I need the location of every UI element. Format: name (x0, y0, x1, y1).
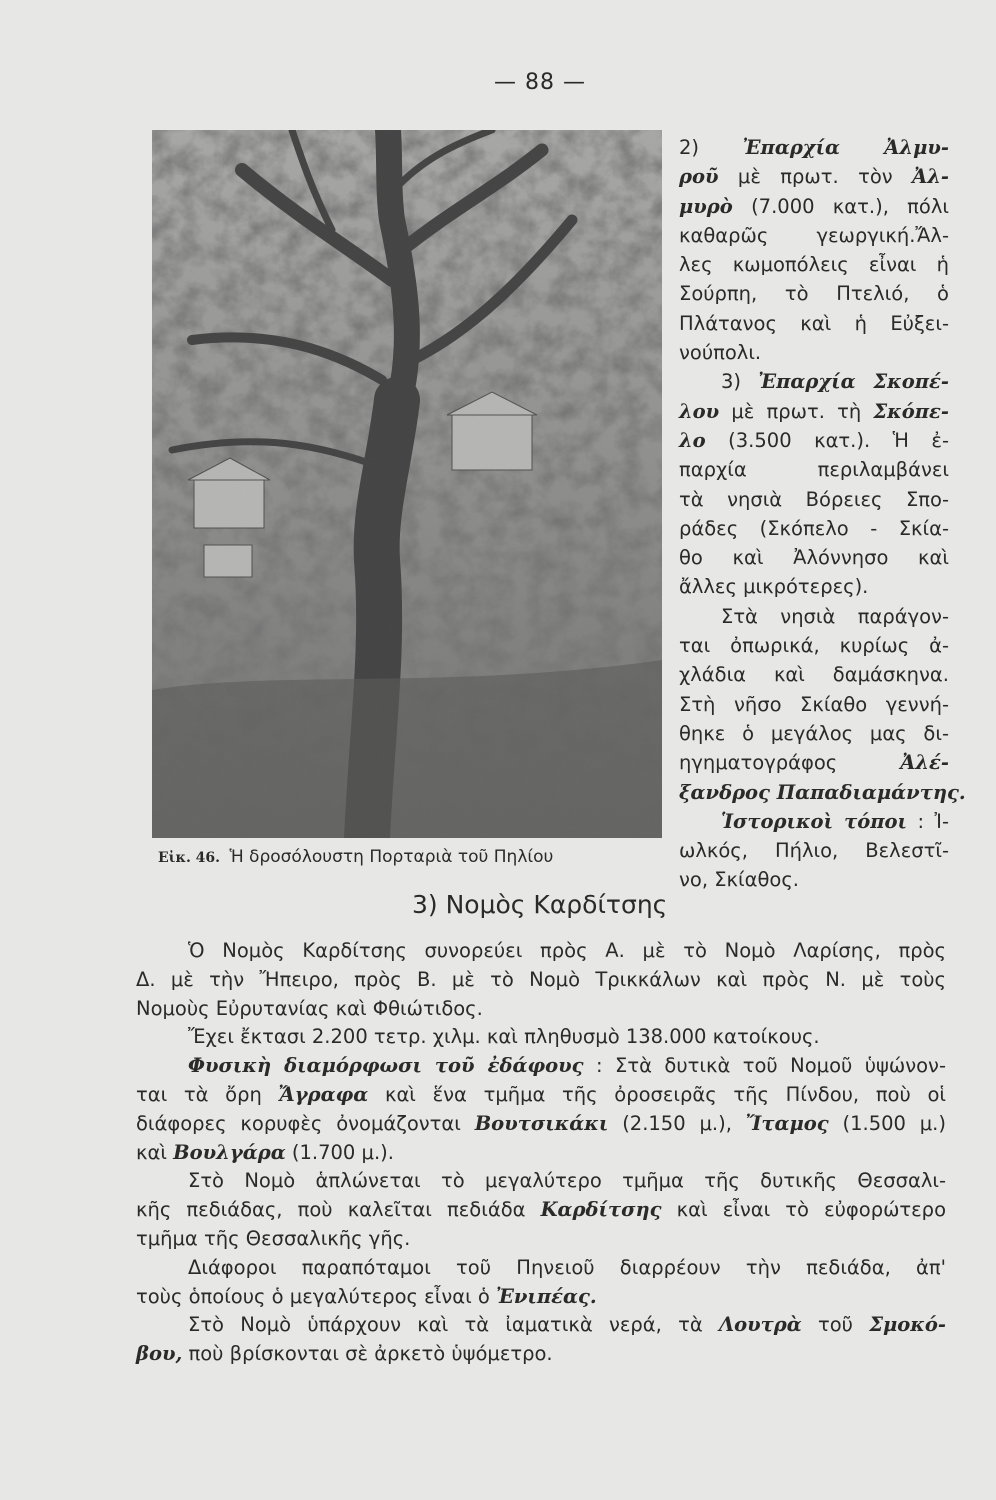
text-run: θηκε ὁ μεγάλος μας δι- (679, 721, 949, 745)
side-column-line (679, 455, 949, 484)
emphasized-text: μυρὸ (679, 194, 733, 218)
text-run: Στὰ νησιὰ παράγον- (721, 604, 949, 628)
body-line (136, 937, 946, 966)
side-column-line (679, 426, 949, 455)
emphasized-text: λου (679, 399, 720, 423)
emphasized-text: Ἐπαρχία Σκοπέ- (758, 370, 950, 394)
emphasized-text: Φυσικὴ διαμόρφωσι τοῦ ἐδάφους (188, 1054, 584, 1078)
text-run: Διάφοροι παραπόταμοι τοῦ Πηνειοῦ διαρρέουν τὴν πεδιάδα, ἀπ' (188, 1255, 946, 1279)
side-column-line (679, 397, 949, 426)
emphasized-text: Βουτσικάκι (474, 1111, 609, 1135)
side-column-line (679, 192, 949, 221)
text-run: μὲ πρωτ. τὴ (719, 399, 874, 423)
body-line (136, 1340, 946, 1369)
side-column-line (679, 221, 949, 250)
text-run: ηγηματογράφος (679, 751, 901, 775)
text-run: ωλκός, Πήλιο, Βελεστῖ- (679, 839, 949, 863)
emphasized-text: Ἄγραφα (278, 1082, 369, 1106)
text-run: καθαρῶς γεωργική.Ἄλ- (679, 223, 949, 247)
side-column-line (679, 836, 949, 865)
emphasized-text: Ἴταμος (745, 1111, 829, 1135)
text-run: Στὸ Νομὸ ἁπλώνεται τὸ μεγαλύτερο τμῆμα τῆς δυτικῆς Θεσσαλι- (188, 1169, 946, 1193)
text-run: καὶ (136, 1140, 174, 1164)
side-column-line (679, 719, 949, 748)
figure-caption (158, 847, 658, 867)
side-column-line (679, 543, 949, 572)
emphasized-text: Ἀλ- (912, 165, 949, 189)
body-line (136, 1110, 946, 1139)
text-run: τοὺς ὁποίους ὁ μεγαλύτερος εἶναι ὁ (136, 1284, 496, 1308)
text-run: Πλάτανος καὶ ἡ Εὐξει- (679, 311, 949, 335)
text-run: Δ. μὲ τὴν Ἤπειρο, πρὸς Β. μὲ τὸ Νομὸ Τρικκάλων καὶ πρὸς Ν. μὲ τοὺς (136, 967, 946, 991)
body-line (136, 1254, 946, 1283)
body-line (136, 1283, 946, 1312)
text-run: νο, Σκίαθος. (679, 868, 799, 892)
figure-caption-text: Ἡ δροσόλουστη Πορταριὰ τοῦ Πηλίου (229, 847, 554, 867)
body-line (136, 1023, 946, 1052)
text-run: ἄλλες μικρότερες). (679, 575, 869, 599)
text-run: χλάδια καὶ δαμάσκηνα. (679, 663, 949, 687)
text-run: : Ἰ- (906, 809, 949, 833)
emphasized-text: βου, (136, 1342, 183, 1366)
text-run: Ὁ Νομὸς Καρδίτσης συνορεύει πρὸς Α. μὲ τὸ Νομὸ Λαρίσης, πρὸς (188, 939, 946, 962)
text-run: τὰ νησιὰ Βόρειες Σπο- (679, 487, 949, 511)
tree-photo-illustration (152, 130, 662, 838)
emphasized-text: ροῦ (679, 165, 719, 189)
text-run: παρχία περιλαμβάνει (679, 458, 949, 482)
text-run: (1.500 μ.) (828, 1111, 946, 1135)
text-run: διάφορες κορυφὲς ὀνομάζονται (136, 1111, 475, 1135)
body-line (136, 1311, 946, 1340)
body-line (136, 995, 946, 1024)
text-run: (7.000 κατ.), πόλι (732, 194, 949, 218)
text-run: : Στὰ δυτικὰ τοῦ Νομοῦ ὑψώνον- (583, 1054, 946, 1078)
text-run: κῆς πεδιάδας, ποὺ καλεῖται πεδιάδα (136, 1198, 541, 1222)
text-run: Σούρπη, τὸ Πτελιό, ὁ (679, 282, 949, 306)
side-column-line (679, 309, 949, 338)
side-column-line (679, 338, 949, 367)
side-column-line (679, 133, 949, 162)
text-run: ται ὀπωρικά, κυρίως ἀ- (679, 634, 949, 658)
side-column-line (679, 514, 949, 543)
side-column-line (679, 807, 949, 836)
side-column-line (679, 660, 949, 689)
text-run: Ἔχει ἔκτασι 2.200 τετρ. χιλμ. καὶ πληθυσμὸ 138.000 κατοίκους. (188, 1025, 820, 1049)
emphasized-text: Καρδίτσης (540, 1198, 662, 1222)
body-line (136, 966, 946, 995)
text-run: ται τὰ ὄρη (136, 1082, 279, 1106)
side-column-line (679, 485, 949, 514)
emphasized-text: Ἐπαρχία Ἀλμυ- (742, 136, 949, 159)
side-column-line (679, 279, 949, 308)
emphasized-text: ξανδρος Παπαδιαμάντης. (679, 780, 966, 804)
side-column-line (679, 367, 949, 396)
text-run: (2.150 μ.), (608, 1111, 746, 1135)
body-line (136, 1052, 946, 1081)
side-column-line (679, 250, 949, 279)
text-run: (1.700 μ.). (285, 1140, 394, 1164)
side-column-line (679, 631, 949, 660)
emphasized-text: Ἱστορικοὶ τόποι (721, 809, 907, 833)
body-line (136, 1167, 946, 1196)
body-line (136, 1225, 946, 1254)
body-line (136, 1139, 946, 1168)
text-run: τμῆμα τῆς Θεσσαλικῆς γῆς. (136, 1226, 411, 1250)
side-column-line (679, 690, 949, 719)
text-run: καὶ ἕνα τμῆμα τῆς ὀροσειρᾶς τῆς Πίνδου, ποὺ οἱ (368, 1082, 946, 1106)
emphasized-text: Βουλγάρα (173, 1140, 286, 1164)
section-body-text (136, 937, 946, 1369)
section-title: 3) Νομὸς Καρδίτσης (412, 890, 668, 919)
side-column-text (679, 133, 966, 895)
side-column-line (679, 572, 949, 601)
side-column-line (679, 162, 949, 191)
text-run: λες κωμοπόλεις εἶναι ἡ (679, 253, 949, 277)
text-run: ποὺ βρίσκονται σὲ ἀρκετὸ ὑψόμετρο. (182, 1342, 553, 1366)
page-number: — 88 — (494, 70, 586, 95)
emphasized-text: Ἐνιπέας. (496, 1284, 597, 1308)
text-run: 3) (721, 370, 759, 394)
text-run: καὶ εἶναι τὸ εὐφορώτερο (661, 1198, 946, 1222)
side-column-line (679, 748, 949, 777)
body-line (136, 1081, 946, 1110)
text-run: θο καὶ Ἀλόννησο καὶ (679, 546, 949, 570)
emphasized-text: Σμοκό- (869, 1313, 946, 1337)
figure-number: Εἰκ. 46. (158, 850, 221, 866)
side-column-line (679, 778, 966, 807)
emphasized-text: Ἀλέ- (900, 751, 949, 775)
text-run: νούπολι. (679, 341, 762, 365)
text-run: Στὸ Νομὸ ὑπάρχουν καὶ τὰ ἰαματικὰ νερά, τὰ (188, 1313, 719, 1337)
emphasized-text: λο (679, 428, 706, 452)
side-column-line (679, 602, 949, 631)
emphasized-text: Σκόπε- (873, 399, 949, 423)
text-run: 2) (679, 136, 743, 159)
emphasized-text: Λουτρὰ (718, 1313, 802, 1337)
text-run: (3.500 κατ.). Ἡ ἐ- (705, 428, 949, 452)
text-run: ράδες (Σκόπελο - Σκία- (679, 516, 949, 540)
text-run: Νομοὺς Εὐρυτανίας καὶ Φθιώτιδος. (136, 996, 483, 1020)
body-line (136, 1196, 946, 1225)
text-run: μὲ πρωτ. τὸν (718, 165, 913, 189)
text-run: τοῦ (801, 1313, 870, 1337)
text-run: Στὴ νῆσο Σκίαθο γεννή- (679, 692, 949, 716)
figure-photo (152, 130, 662, 838)
